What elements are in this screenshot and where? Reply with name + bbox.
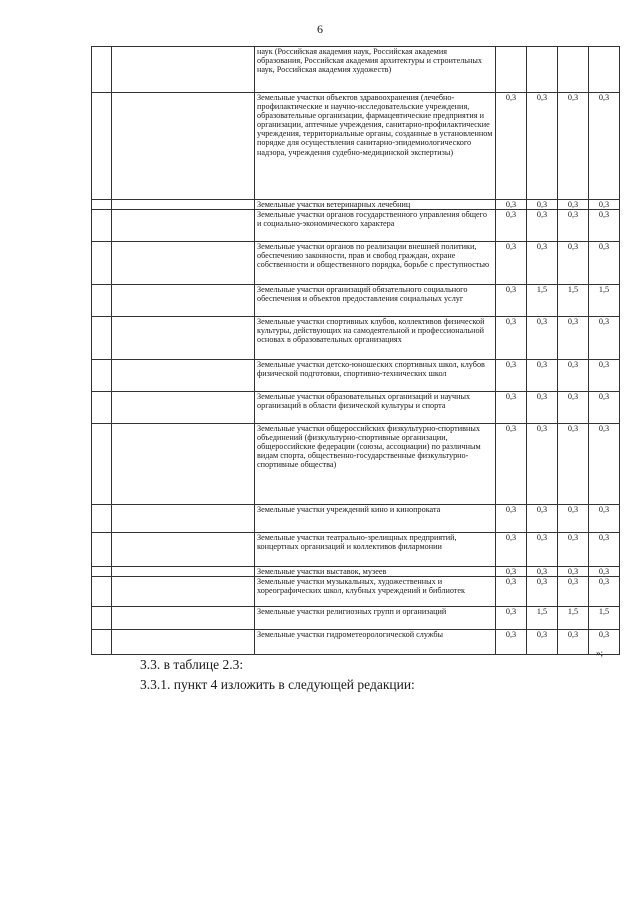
table-row [92,567,620,577]
empty-number-cell [92,285,112,317]
empty-category-cell [112,505,255,533]
rate-value: 0,3 [558,317,589,360]
land-use-description: Земельные участки учреждений кино и кинопроката [255,505,496,533]
rate-value: 0,3 [496,607,527,630]
empty-category-cell [112,607,255,630]
rate-value: 0,3 [527,533,558,567]
rate-value: 0,3 [558,93,589,200]
empty-number-cell [92,607,112,630]
rate-value: 0,3 [558,360,589,392]
rate-value: 0,3 [589,424,620,505]
empty-category-cell [112,317,255,360]
empty-category-cell [112,533,255,567]
closing-quote-mark: »; [596,648,604,658]
empty-number-cell [92,200,112,210]
land-use-description: Земельные участки театрально-зрелищных предприятий, концертных организаций и коллективов филармонии [255,533,496,567]
rate-value: 0,3 [527,360,558,392]
land-use-description: Земельные участки выставок, музеев [255,567,496,577]
page-number: 6 [317,22,323,36]
empty-number-cell [92,577,112,607]
rate-value: 0,3 [527,505,558,533]
land-use-description: Земельные участки органов по реализации внешней политики, обеспечению законности, прав и свобод граждан, охране собственности и общественного порядка, борьбе с преступностью [255,242,496,285]
section-item-3-3-1: 3.3.1. пункт 4 изложить в следующей редакции: [140,677,415,692]
table-body [92,47,620,655]
rate-value: 0,3 [496,317,527,360]
land-use-description: Земельные участки объектов здравоохранения (лечебно-профилактические и научно-исследовательские учреждения, образовательные организации, фармацевтические предприятия и организации, аптечные учреждения, санитарно-профилактические учреждения, территориальные органы, созданные в установленном порядке для осуществления санитарно-эпидемиологического надзора, учреждения судебно-медицинской экспертизы) [255,93,496,200]
rate-value: 0,3 [558,577,589,607]
land-use-description: Земельные участки детско-юношеских спортивных школ, клубов физической подготовки, спортивно-технических школ [255,360,496,392]
table-row [92,200,620,210]
rate-value: 0,3 [589,210,620,242]
empty-number-cell [92,424,112,505]
table-row [92,242,620,285]
table-row [92,577,620,607]
rate-value: 0,3 [527,424,558,505]
rate-value: 1,5 [558,607,589,630]
table-row [92,533,620,567]
rate-value: 0,3 [496,630,527,655]
table-row [92,607,620,630]
rate-value: 0,3 [527,392,558,424]
empty-number-cell [92,392,112,424]
rate-value: 0,3 [589,242,620,285]
rate-value: 0,3 [558,210,589,242]
rate-value: 0,3 [496,93,527,200]
rate-value: 0,3 [589,577,620,607]
empty-number-cell [92,47,112,93]
rate-value: 0,3 [527,93,558,200]
rate-value: 1,5 [589,607,620,630]
empty-number-cell [92,360,112,392]
rate-value: 0,3 [527,242,558,285]
land-use-description: Земельные участки религиозных групп и организаций [255,607,496,630]
rate-value: 0,3 [496,505,527,533]
empty-number-cell [92,505,112,533]
rate-value: 0,3 [496,577,527,607]
rate-value: 0,3 [558,533,589,567]
land-use-description: Земельные участки образовательных организаций и научных организаций в области физической культуры и спорта [255,392,496,424]
rate-value: 0,3 [496,360,527,392]
empty-category-cell [112,567,255,577]
rate-value: 1,5 [589,285,620,317]
empty-category-cell [112,577,255,607]
table-row [92,317,620,360]
rate-value: 0,3 [589,392,620,424]
table-row [92,360,620,392]
rate-value: 0,3 [589,567,620,577]
rate-value [589,47,620,93]
rate-value: 0,3 [589,93,620,200]
empty-category-cell [112,424,255,505]
rate-value [558,47,589,93]
land-use-description: Земельные участки общероссийских физкультурно-спортивных объединений (физкультурно-спортивные организации, общероссийские федерации (союзы, ассоциации) по различным видам спорта, общественно-государственные физкультурно-спортивные общества) [255,424,496,505]
rate-value: 0,3 [496,285,527,317]
rate-value: 0,3 [496,533,527,567]
empty-category-cell [112,630,255,655]
rate-value: 0,3 [496,392,527,424]
empty-category-cell [112,242,255,285]
table-row [92,424,620,505]
table-row [92,285,620,317]
rate-value: 0,3 [589,360,620,392]
section-item-3-3: 3.3. в таблице 2.3: [140,657,244,672]
table-row [92,630,620,655]
rate-value [496,47,527,93]
empty-number-cell [92,630,112,655]
table-row [92,47,620,93]
rate-value: 1,5 [527,285,558,317]
empty-category-cell [112,392,255,424]
rate-value: 0,3 [558,505,589,533]
rate-value: 0,3 [558,392,589,424]
rate-value: 0,3 [558,242,589,285]
empty-number-cell [92,533,112,567]
land-use-description: Земельные участки спортивных клубов, коллективов физической культуры, действующих на самодеятельной и профессиональной основах в образовательных организациях [255,317,496,360]
rate-value: 0,3 [558,630,589,655]
rate-value: 0,3 [589,533,620,567]
land-use-description: Земельные участки органов государственного управления общего и социально-экономического характера [255,210,496,242]
rate-value: 0,3 [496,210,527,242]
empty-category-cell [112,200,255,210]
empty-number-cell [92,567,112,577]
rate-value: 0,3 [558,200,589,210]
rate-value: 0,3 [496,242,527,285]
land-use-description: Земельные участки ветеринарных лечебниц [255,200,496,210]
rate-value: 0,3 [527,317,558,360]
land-use-description: наук (Российская академия наук, Российская академия образования, Российская академия архитектуры и строительных наук, Российская академия художеств) [255,47,496,93]
empty-number-cell [92,210,112,242]
rate-value: 0,3 [527,567,558,577]
empty-category-cell [112,93,255,200]
rate-value: 0,3 [527,577,558,607]
table-row [92,392,620,424]
empty-category-cell [112,360,255,392]
table-row [92,210,620,242]
table-row [92,505,620,533]
rate-value: 0,3 [496,567,527,577]
land-use-description: Земельные участки музыкальных, художественных и хореографических школ, клубных учреждений и библиотек [255,577,496,607]
empty-number-cell [92,317,112,360]
rate-value: 0,3 [527,210,558,242]
land-use-description: Земельные участки гидрометеорологической службы [255,630,496,655]
empty-category-cell [112,210,255,242]
rate-value: 0,3 [527,200,558,210]
empty-category-cell [112,47,255,93]
rate-value: 0,3 [589,505,620,533]
rate-value: 0,3 [558,424,589,505]
rate-value: 0,3 [527,630,558,655]
rate-value [527,47,558,93]
rate-value: 0,3 [589,317,620,360]
rate-value: 0,3 [589,630,620,655]
land-use-table [91,46,620,655]
rate-value: 0,3 [496,200,527,210]
rate-value: 0,3 [589,200,620,210]
rate-value: 0,3 [558,567,589,577]
rate-value: 1,5 [527,607,558,630]
land-use-description: Земельные участки организаций обязательного социального обеспечения и объектов предоставления социальных услуг [255,285,496,317]
rate-value: 0,3 [496,424,527,505]
empty-category-cell [112,285,255,317]
table-row [92,93,620,200]
empty-number-cell [92,93,112,200]
empty-number-cell [92,242,112,285]
rate-value: 1,5 [558,285,589,317]
